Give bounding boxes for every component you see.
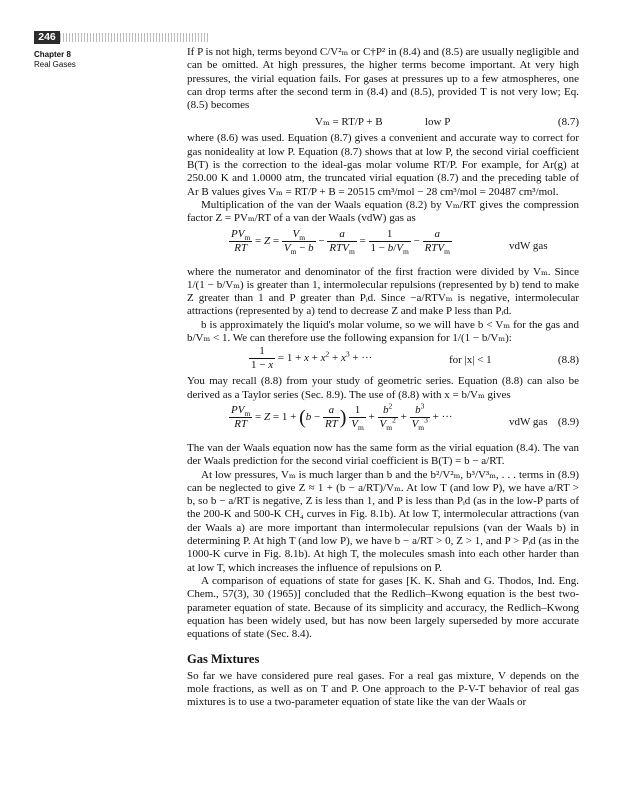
paragraph-virial-truncation: If P is not high, terms beyond C/V²ₘ or C†P² in (8.4) and (8.5) are usually negligible and can be omitted. At high pressures, the higher terms become important. At very high pressures, the virial equation fails. For gases at pressures up to a few atmospheres, one can drop terms after the second term in (8.4) and (8.5), provided T is not very low; Eq. (8.5) becomes <box>187 46 579 112</box>
equation-vdw-formula: $\frac{PV_m}{RT}$ = Z = $\frac{V_m}{V_m - b}$ − $\frac{a}{RTV_m}$ = $\frac{1}{1 - b/V_m}$ − $\frac{a}{RTV_m}$ <box>231 227 450 256</box>
page-number: 246 <box>34 31 60 44</box>
equation-8-9-formula: $\frac{PV_m}{RT}$ = Z = 1 + (b − $\frac{a}{RT}$ ) $\frac{1}{V_m}$ + $\frac{b^2}{V_m^2}$ + $\frac{b^3}{V_m^3}$ + ··· <box>231 401 453 433</box>
paragraph-numerator-denominator: where the numerator and denominator of the first fraction were divided by Vₘ. Since 1/(1 − b/Vₘ) is greater than 1, intermolecular repulsions (represented by b) tend to make Z greater than 1 and P greater than Pᵢd. Since −a/RTVₘ is negative, intermolecular attractions (represented by a) tend to decrease Z and make P less than Pᵢd. <box>187 265 579 318</box>
equation-8-8-formula: $\frac{1}{1 - x}$ = $1 + x + x^2 + x^3$ + ··· <box>251 345 373 372</box>
equation-8-7 <box>187 112 579 132</box>
equation-8-9-number: (8.9) <box>557 415 579 428</box>
page-body <box>187 46 579 710</box>
equation-8-8-condition: for |x| < 1 <box>449 354 492 367</box>
chapter-title: Real Gases <box>34 60 76 69</box>
paragraph-gas-mixtures: So far we have considered pure real gases. For a real gas mixture, V depends on the mole fractions, as well as on T and P. One approach to the P-V-T behavior of real gas mixtures is to use a two-parameter equation of state like the van der Waals or <box>187 669 579 709</box>
equation-vdw-label: vdW gas <box>509 239 548 252</box>
paragraph-liquid-volume: b is approximately the liquid's molar volume, so we will have b < Vₘ for the gas and b/Vₘ < 1. We can therefore use the following expansion for 1/(1 − b/Vₘ): <box>187 318 579 345</box>
equation-8-7-number: (8.7) <box>557 116 579 129</box>
paragraph-comparison: A comparison of equations of state for gases [K. K. Shah and G. Thodos, Ind. Eng. Chem., 57(3), 30 (1965)] concluded that the Redlich–Kwong equation is the best two-parameter equation of state. Because of its simplicity and accuracy, the Redlich–Kwong equation has been widely used, but has now been largely superseded by more accurate equations of state (Sec. 8.4). <box>187 574 579 641</box>
equation-8-8-number: (8.8) <box>557 354 579 367</box>
paragraph-low-pressure: At low pressures, Vₘ is much larger than b and the b²/V²ₘ, b³/V³ₘ, . . . terms in (8.9) can be neglected to give Z ≈ 1 + (b − a/RT)/Vₘ. At low T (and low P), we have a/RT > b, so b − a/RT is negative, Z is less than 1, and P is less than Pᵢd (as in the low-P parts of the 200-K and 500-K CH₄ curves in Fig. 8.1b). At low T, intermolecular attractions (van der Waals a) are more important than intermolecular repulsions (van der Waals b) in determining P. At high T (and low P), we have b − a/RT > 0, Z > 1, and P > Pᵢd (as in the 1000-K curve in Fig. 8.1b). At high T, the molecules smash into each other harder than at low T, which increases the influence of repulsions on P. <box>187 468 579 574</box>
paragraph-geometric-series: You may recall (8.8) from your study of geometric series. Equation (8.8) can also be derived as a Taylor series (Sec. 8.9). The use of (8.8) with x = b/Vₘ gives <box>187 375 579 401</box>
paragraph-vdw-multiplication: Multiplication of the van der Waals equation (8.2) by Vₘ/RT gives the compression factor Z = PVₘ/RT of a van der Waals (vdW) gas as <box>187 198 579 225</box>
equation-vdw-compression <box>187 226 579 266</box>
chapter-label: Chapter 8 <box>34 50 71 59</box>
chapter-header <box>34 50 76 70</box>
equation-8-7-condition: low P <box>425 116 451 129</box>
equation-8-9-label: vdW gas <box>509 415 548 428</box>
equation-8-7-formula: Vₘ = RT/P + B <box>315 116 383 129</box>
paragraph-vdw-virial-form: The van der Waals equation now has the same form as the virial equation (8.4). The van der Waals prediction for the second virial coefficient is B(T) = b − a/RT. <box>187 441 579 468</box>
equation-8-8 <box>187 345 579 375</box>
paragraph-second-virial: where (8.6) was used. Equation (8.7) gives a convenient and accurate way to correct for gas nonideality at low P. Equation (8.7) shows that at low P, the second virial coefficient B(T) is the correction to the ideal-gas molar volume RT/P. For example, for Ar(g) at 250.00 K and 1.0000 atm, the truncated virial equation (8.7) and the preceding table of Ar B values gives Vₘ = RT/P + B = 20515 cm³/mol − 28 cm³/mol = 20487 cm³/mol. <box>187 132 579 198</box>
section-heading-gas-mixtures: Gas Mixtures <box>187 652 260 667</box>
header-decoration-bar <box>60 33 210 42</box>
equation-8-9 <box>187 402 579 442</box>
